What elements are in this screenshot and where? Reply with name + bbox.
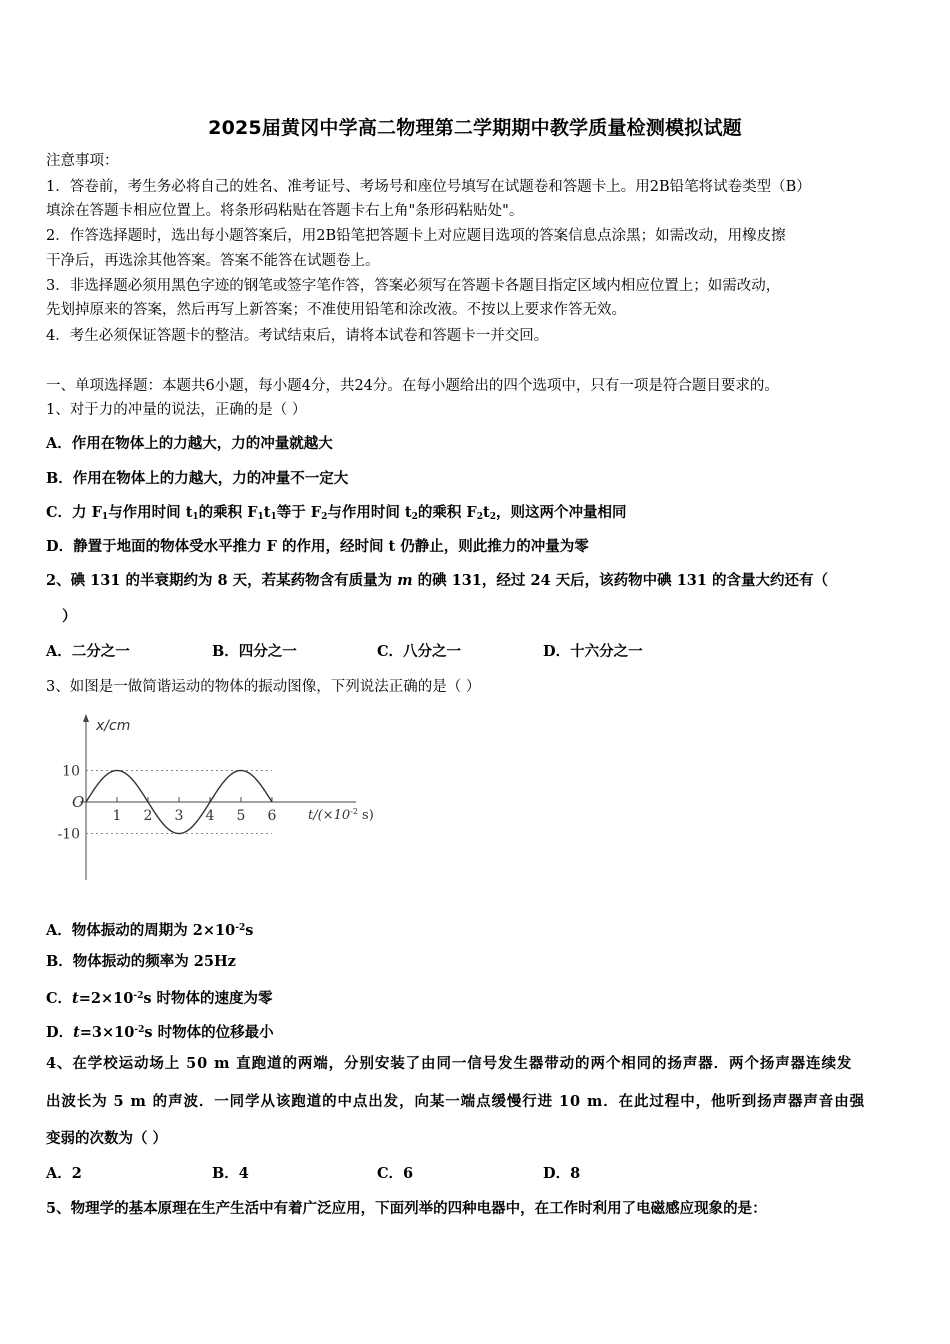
y-axis-label: x/cm [96,718,131,734]
question-5-stem: 5、物理学的基本原理在生产生活中有着广泛应用，下面列举的四种电器中，在工作时利用了电磁感应现象的是： [46,1200,767,1217]
question-2-option-d: D．十六分之一 [543,643,643,660]
y-tick-label: 10 [62,763,80,780]
question-4-option-c: C．6 [377,1165,414,1182]
question-1-option-a: A．作用在物体上的力越大，力的冲量就越大 [46,435,333,452]
question-2-option-c: C．八分之一 [377,643,462,660]
notice-heading: 注意事项： [46,153,119,169]
y-tick-label: -10 [57,826,80,843]
question-3-option-b: B．物体振动的频率为 25Hz [46,953,236,970]
notice-line: 1．答卷前，考生务必将自己的姓名、准考证号、考场号和座位号填写在试题卷和答题卡上。用2B铅笔将试卷类型（B） [46,179,811,195]
notice-line: 填涂在答题卡相应位置上。将条形码粘贴在答题卡右上角"条形码粘贴处"。 [46,203,524,219]
question-3-option-c: C．$t=2\times 10^{-2}s$ 时物体的速度为零 [46,990,273,1007]
question-4-option-b: B．4 [212,1165,249,1182]
x-tick-label: 1 [112,808,122,824]
origin-label: O [72,793,85,811]
notice-line: 先划掉原来的答案，然后再写上新答案；不准使用铅笔和涂改液。不按以上要求作答无效。 [46,302,626,318]
page-title: 2025届黄冈中学高二物理第二学期期中教学质量检测模拟试题 [208,117,742,139]
question-1-option-d: D．静置于地面的物体受水平推力 F 的作用，经时间 t 仍静止，则此推力的冲量为零 [46,538,589,555]
question-4-line: 4、在学校运动场上 50 m 直跑道的两端，分别安装了由同一信号发生器带动的两个相同的扬声器．两个扬声器连续发 [46,1055,853,1072]
section-heading: 一、单项选择题：本题共6小题，每小题4分，共24分。在每小题给出的四个选项中，只有一项是符合题目要求的。 [46,378,779,394]
notice-line: 干净后，再选涂其他答案。答案不能答在试题卷上。 [46,253,380,269]
question-2-option-b: B．四分之一 [212,643,297,660]
x-tick-label: 4 [205,808,215,824]
x-tick-label: 6 [267,808,277,824]
vibration-graph [56,710,396,890]
x-tick-label: 5 [236,808,246,824]
question-1-stem: 1、对于力的冲量的说法，正确的是（ ） [46,402,307,418]
question-4-line: 变弱的次数为（ ） [46,1130,168,1147]
question-2-stem: 2、碘 131 的半衰期约为 8 天，若某药物含有质量为 m 的碘 131，经过 24 天后，该药物中碘 131 的含量大约还有（ [46,572,829,589]
question-2-stem-end: ） [62,608,77,625]
question-2-option-a: A．二分之一 [46,643,130,660]
question-4-option-d: D．8 [543,1165,581,1182]
question-4-option-a: A．2 [46,1165,82,1182]
x-tick-label: 3 [174,808,184,824]
question-4-line: 出波长为 5 m 的声波．一同学从该跑道的中点出发，向某一端点缓慢行进 10 m．在此过程中，他听到扬声器声音由强 [46,1093,865,1110]
question-3-option-d: D．$t=3\times 10^{-2}s$ 时物体的位移最小 [46,1024,274,1041]
question-1-option-c: C．力 $F_1$与作用时间 $t_1$的乘积 $F_1t_1$等于 $F_2$与作用时间 $t_2$的乘积 $F_2t_2$，则这两个冲量相同 [46,504,627,522]
notice-line: 2．作答选择题时，选出每小题答案后，用2B铅笔把答题卡上对应题目选项的答案信息点涂黑；如需改动，用橡皮擦 [46,228,786,244]
question-3-option-a: A．物体振动的周期为 $2\times 10^{-2}s$ [46,922,254,939]
notice-line: 3．非选择题必须用黑色字迹的钢笔或签字笔作答，答案必须写在答题卡各题目指定区域内相应位置上；如需改动， [46,278,781,294]
notice-line: 4．考生必须保证答题卡的整洁。考试结束后，请将本试卷和答题卡一并交回。 [46,328,549,344]
x-tick-label: 2 [143,808,153,824]
question-3-stem: 3、如图是一做简谐运动的物体的振动图像，下列说法正确的是（ ） [46,679,481,695]
x-axis-label: $t/(\times 10^{-2}$ s) [308,807,374,823]
question-1-option-b: B．作用在物体上的力越大，力的冲量不一定大 [46,470,349,487]
y-axis-arrow [83,714,89,722]
